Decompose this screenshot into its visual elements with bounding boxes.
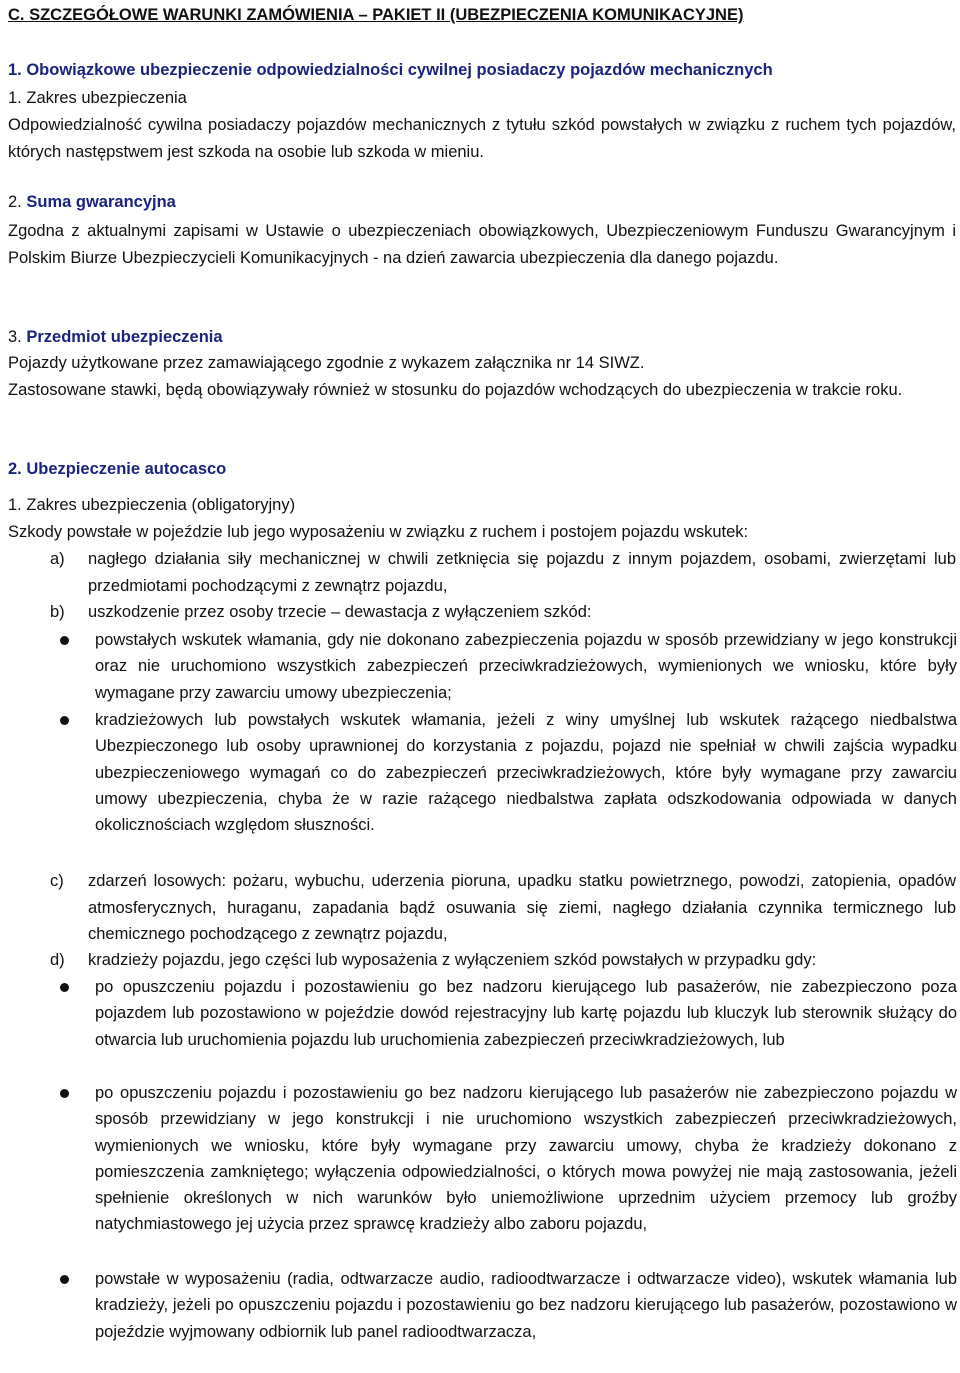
bullet-dot bbox=[60, 1089, 69, 1098]
bullet-text: powstałe w wyposażeniu (radia, odtwarzacze audio, radioodtwarzacze i odtwarzacze video), wskutek włamania lub kradzieży, jeżeli po opuszczeniu pojazdu i pozostawieniu go bez nadzoru kierującego lub pasażerów, pozostawiono w pojeździe wyjmowany odbiornik lub panel radioodtwarzacza, bbox=[95, 1270, 957, 1341]
sub-number: 3. bbox=[8, 328, 22, 346]
sub-title: Zakres ubezpieczenia bbox=[26, 89, 187, 107]
item-marker: a) bbox=[50, 550, 65, 568]
bullet-text: po opuszczeniu pojazdu i pozostawieniu go bez nadzoru kierującego lub pasażerów, nie zabezpieczono poza pojazdem lub pozostawiono w pojeździe dowód rejestracyjny lub kartę pojazdu lub kluczyk lub sterownik służący do otwarcia lub uruchomienia pojazdu lub uruchomienia zabezpieczeń przeciwkradzieżowych, lub bbox=[95, 978, 957, 1049]
section-1-sub-3-heading bbox=[8, 328, 223, 347]
section-2-intro: Szkody powstałe w pojeździe lub jego wyposażeniu w związku z ruchem i postojem pojazdu wskutek: bbox=[8, 523, 749, 541]
bullet-text: powstałych wskutek włamania, gdy nie dokonano zabezpieczenia pojazdu w sposób przewidziany w jego konstrukcji oraz nie uruchomiono wszystkich zabezpieczeń przeciwkradzieżowych, wymienionych we wniosku, które były wymagane przy zawarciu umowy ubezpieczenia; bbox=[95, 631, 957, 702]
item-marker: d) bbox=[50, 951, 65, 969]
item-marker: c) bbox=[50, 872, 64, 890]
sub-number: 2. bbox=[8, 193, 22, 211]
item-text: nagłego działania siły mechanicznej w chwili zetknięcia się pojazdu z innym pojazdem, osobami, zwierzętami lub przedmiotami pochodzącymi z zewnątrz pojazdu, bbox=[88, 550, 956, 595]
section-1-sub-2-text: Zgodna z aktualnymi zapisami w Ustawie o ubezpieczeniach obowiązkowych, Ubezpieczeniowym Funduszu Gwarancyjnym i Polskim Biurze Ubezpieczycieli Komunikacyjnych - na dzień zawarcia ubezpieczenia dla danego pojazdu. bbox=[8, 222, 956, 267]
sub-title: Suma gwarancyjna bbox=[26, 193, 176, 211]
section-2-heading: 2. Ubezpieczenie autocasco bbox=[8, 460, 227, 478]
sub-number: 1. bbox=[8, 89, 22, 107]
sub-number: 1. bbox=[8, 496, 22, 514]
item-text: uszkodzenie przez osoby trzecie – dewastacja z wyłączeniem szkód: bbox=[88, 603, 592, 621]
sub-title: Zakres ubezpieczenia (obligatoryjny) bbox=[26, 496, 296, 514]
bullet-dot bbox=[60, 636, 69, 645]
section-1-sub-1-heading bbox=[8, 89, 187, 108]
sub-title: Przedmiot ubezpieczenia bbox=[26, 328, 223, 346]
section-1-sub-2-heading bbox=[8, 193, 176, 212]
section-2-sub-1-heading bbox=[8, 496, 295, 515]
bullet-text: kradzieżowych lub powstałych wskutek włamania, jeżeli z winy umyślnej lub wskutek rażącego niedbalstwa Ubezpieczonego lub osoby uprawnionej do korzystania z pojazdu, pojazd nie spełniał w chwili zajścia wypadku ubezpieczeniowego wymagań co do zabezpieczeń przeciwkradzieżowych, które były wymagane przy zawarciu umowy ubezpieczenia, chyba że w razie rażącego niedbalstwa zapłata odszkodowania odpowiada w danych okolicznościach względom słuszności. bbox=[95, 711, 957, 835]
section-1-sub-3-line: Pojazdy użytkowane przez zamawiającego zgodnie z wykazem załącznika nr 14 SIWZ. bbox=[8, 354, 645, 372]
section-1-sub-3-text: Zastosowane stawki, będą obowiązywały również w stosunku do pojazdów wchodzących do ubezpieczenia w trakcie roku. bbox=[8, 381, 903, 399]
document-title: C. SZCZEGÓŁOWE WARUNKI ZAMÓWIENIA – PAKIET II (UBEZPIECZENIA KOMUNIKACYJNE) bbox=[8, 6, 744, 24]
item-text: zdarzeń losowych: pożaru, wybuchu, uderzenia pioruna, upadku statku powietrznego, powodzi, zatopienia, opadów atmosferycznych, huraganu, zapadania bądź osuwania się ziemi, nagłego działania czynnika termicznego lub chemicznego pochodzącego z zewnątrz pojazdu, bbox=[88, 872, 956, 943]
bullet-dot bbox=[60, 1275, 69, 1284]
bullet-dot bbox=[60, 983, 69, 992]
item-marker: b) bbox=[50, 603, 65, 621]
section-1-sub-1-text: Odpowiedzialność cywilna posiadaczy pojazdów mechanicznych z tytułu szkód powstałych w związku z ruchem tych pojazdów, których następstwem jest szkoda na osobie lub szkoda w mieniu. bbox=[8, 116, 956, 161]
item-text: kradzieży pojazdu, jego części lub wyposażenia z wyłączeniem szkód powstałych w przypadku gdy: bbox=[88, 951, 817, 969]
bullet-text: po opuszczeniu pojazdu i pozostawieniu go bez nadzoru kierującego lub pasażerów nie zabezpieczono pojazdu w sposób przewidziany w jego konstrukcji i nie uruchomiono wszystkich zabezpieczeń przeciwkradzieżowych, wymienionych we wniosku, które były wymagane przy zawarciu umowy, chyba że kradzieży dokonano z pomieszczenia zamkniętego; wyłączenia odpowiedzialności, o których mowa powyżej nie mają zastosowania, jeżeli spełnienie określonych w nich warunków było uniemożliwione uprzednim użyciem przemocy lub groźby natychmiastowego jej użycia przez sprawcę kradzieży albo zaboru pojazdu, bbox=[95, 1084, 957, 1234]
section-1-heading: 1. Obowiązkowe ubezpieczenie odpowiedzialności cywilnej posiadaczy pojazdów mechanicznych bbox=[8, 61, 773, 79]
bullet-dot bbox=[60, 716, 69, 725]
